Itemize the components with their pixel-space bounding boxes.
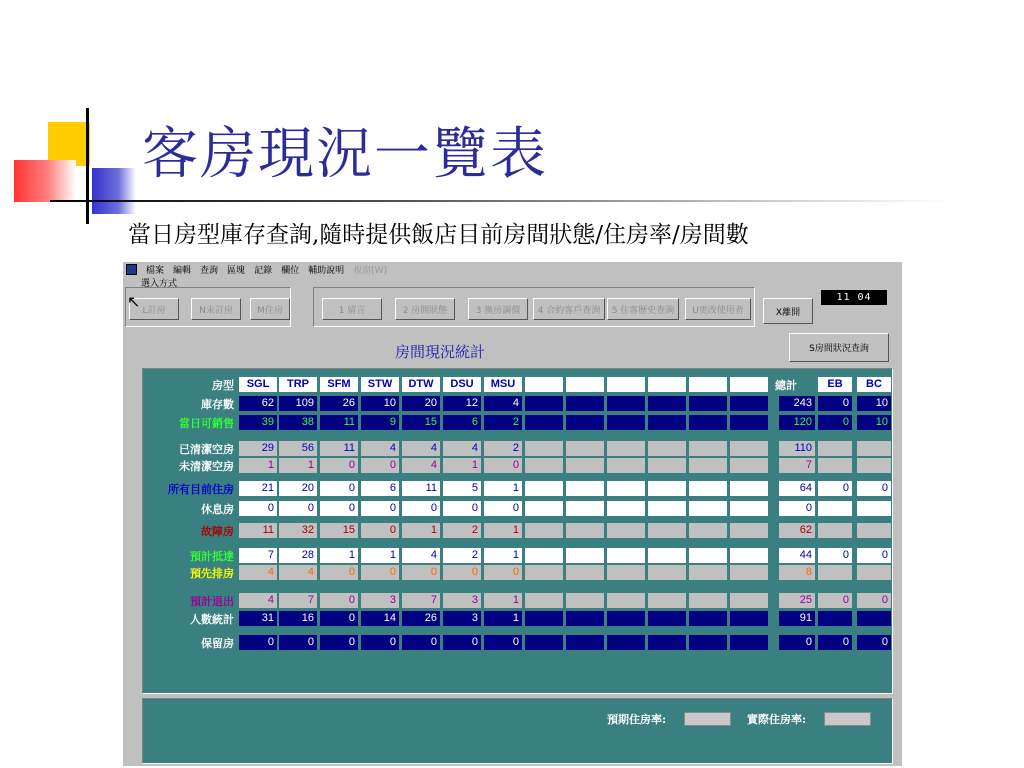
slide-subtitle: 當日房型庫存查詢,隨時提供飯店目前房間狀態/住房率/房間數 xyxy=(128,222,749,248)
row-label: 預計抵達 xyxy=(190,550,234,563)
total-cell: 7 xyxy=(779,458,815,473)
room-type-header xyxy=(689,377,727,392)
table-cell: 1 xyxy=(361,548,399,563)
total-cell: 62 xyxy=(779,523,815,538)
extra-cell: 0 xyxy=(818,548,852,563)
room-type-header xyxy=(525,377,563,392)
occupancy-panel xyxy=(142,698,893,764)
extra-cell xyxy=(818,458,852,473)
extra-cell xyxy=(818,523,852,538)
table-cell xyxy=(730,501,768,516)
table-cell: 32 xyxy=(279,523,317,538)
extra-cell xyxy=(857,441,891,456)
menu-block[interactable]: 區塊 xyxy=(227,265,246,276)
actual-occupancy-field xyxy=(824,712,871,726)
table-cell xyxy=(648,565,686,580)
table-cell: 11 xyxy=(320,441,358,456)
room-change-button[interactable]: 3 換房調價 xyxy=(468,298,528,320)
menu-file[interactable]: 檔案 xyxy=(146,265,165,276)
table-cell: 14 xyxy=(361,611,399,626)
table-cell xyxy=(689,415,727,430)
change-user-button[interactable]: U更改使用者 xyxy=(685,298,751,320)
exit-button[interactable]: X離開 xyxy=(763,298,813,324)
table-cell xyxy=(648,593,686,608)
total-header: 總計 xyxy=(775,379,797,392)
table-cell: 1 xyxy=(320,548,358,563)
table-cell: 15 xyxy=(320,523,358,538)
table-cell: 1 xyxy=(239,458,277,473)
table-cell: 1 xyxy=(279,458,317,473)
table-cell: 0 xyxy=(443,501,481,516)
table-cell xyxy=(648,635,686,650)
table-cell: 0 xyxy=(361,458,399,473)
table-cell xyxy=(525,458,563,473)
table-cell: 2 xyxy=(484,415,522,430)
table-cell xyxy=(730,548,768,563)
table-cell xyxy=(648,548,686,563)
table-cell xyxy=(525,441,563,456)
deco-vertical-line xyxy=(86,108,89,224)
room-type-header: SFM xyxy=(320,377,358,392)
table-cell: 1 xyxy=(443,458,481,473)
total-cell: 8 xyxy=(779,565,815,580)
table-cell: 4 xyxy=(484,396,522,411)
table-cell: 1 xyxy=(484,611,522,626)
table-cell: 0 xyxy=(320,458,358,473)
table-cell xyxy=(566,441,604,456)
contract-customer-button[interactable]: 4 合約客戶查詢 xyxy=(533,298,605,320)
entry-mode-label: 選入方式 xyxy=(141,279,178,289)
table-cell: 4 xyxy=(443,441,481,456)
row-label: 休息房 xyxy=(201,503,234,516)
room-type-header: SGL xyxy=(239,377,277,392)
table-cell xyxy=(566,565,604,580)
app-window xyxy=(123,262,902,766)
table-cell xyxy=(566,481,604,496)
table-cell xyxy=(607,523,645,538)
table-cell xyxy=(648,481,686,496)
table-cell: 0 xyxy=(361,635,399,650)
extra-cell: 10 xyxy=(857,415,891,430)
reserve-button[interactable]: L訂房 xyxy=(129,298,179,320)
extra-cell: 0 xyxy=(857,548,891,563)
total-cell: 44 xyxy=(779,548,815,563)
extra-cell xyxy=(857,523,891,538)
room-status-query-button[interactable]: S房間狀況查詢 xyxy=(789,333,889,362)
room-type-header xyxy=(730,377,768,392)
table-cell xyxy=(689,458,727,473)
room-type-header xyxy=(648,377,686,392)
table-cell xyxy=(730,458,768,473)
total-cell: 243 xyxy=(779,396,815,411)
table-cell: 4 xyxy=(239,565,277,580)
table-cell xyxy=(566,396,604,411)
table-cell xyxy=(730,635,768,650)
table-cell: 4 xyxy=(239,593,277,608)
table-cell xyxy=(648,441,686,456)
table-cell xyxy=(525,635,563,650)
table-cell xyxy=(648,458,686,473)
deco-horizontal-line xyxy=(50,200,950,202)
room-type-header: DSU xyxy=(443,377,481,392)
table-cell xyxy=(689,396,727,411)
clock-display: 11 04 xyxy=(821,290,887,305)
table-cell: 12 xyxy=(443,396,481,411)
table-cell xyxy=(607,458,645,473)
extra-cell: 0 xyxy=(818,593,852,608)
table-cell xyxy=(730,396,768,411)
table-cell: 0 xyxy=(320,635,358,650)
total-cell: 0 xyxy=(779,635,815,650)
table-cell xyxy=(730,565,768,580)
table-cell: 2 xyxy=(484,441,522,456)
table-cell xyxy=(566,593,604,608)
table-cell xyxy=(525,523,563,538)
table-cell xyxy=(730,441,768,456)
total-cell: 25 xyxy=(779,593,815,608)
table-cell xyxy=(607,441,645,456)
extra-cell: 0 xyxy=(857,593,891,608)
table-cell xyxy=(689,523,727,538)
table-cell: 0 xyxy=(239,635,277,650)
total-cell: 91 xyxy=(779,611,815,626)
table-cell: 0 xyxy=(402,501,440,516)
table-cell: 7 xyxy=(402,593,440,608)
table-cell xyxy=(607,396,645,411)
extra-cell xyxy=(818,501,852,516)
table-cell: 4 xyxy=(402,441,440,456)
expected-occupancy-field xyxy=(684,712,731,726)
table-cell xyxy=(689,481,727,496)
room-type-header: DTW xyxy=(402,377,440,392)
table-cell xyxy=(525,396,563,411)
extra-header: EB xyxy=(818,377,852,392)
table-cell xyxy=(689,565,727,580)
table-cell: 0 xyxy=(402,635,440,650)
row-label: 已清潔空房 xyxy=(179,443,234,456)
table-cell xyxy=(525,501,563,516)
table-cell xyxy=(730,481,768,496)
table-cell: 39 xyxy=(239,415,277,430)
table-cell: 0 xyxy=(484,458,522,473)
table-cell: 26 xyxy=(320,396,358,411)
menu-help[interactable]: 輔助說明 xyxy=(308,265,345,276)
table-cell xyxy=(648,523,686,538)
table-cell: 0 xyxy=(279,501,317,516)
expected-occupancy-label: 預期住房率: xyxy=(607,713,667,726)
menu-query[interactable]: 查詢 xyxy=(200,265,219,276)
total-cell: 110 xyxy=(779,441,815,456)
table-cell: 0 xyxy=(402,565,440,580)
table-cell xyxy=(730,593,768,608)
table-cell: 7 xyxy=(239,548,277,563)
table-cell: 0 xyxy=(239,501,277,516)
table-cell: 15 xyxy=(402,415,440,430)
extra-cell xyxy=(857,611,891,626)
app-icon xyxy=(126,264,137,275)
table-cell xyxy=(607,501,645,516)
table-cell xyxy=(525,593,563,608)
row-label: 所有目前住房 xyxy=(168,483,234,496)
unreserved-button[interactable]: N未訂房 xyxy=(191,298,241,320)
table-cell xyxy=(648,501,686,516)
table-cell: 38 xyxy=(279,415,317,430)
table-cell xyxy=(689,635,727,650)
table-cell xyxy=(607,611,645,626)
table-cell: 0 xyxy=(484,565,522,580)
table-cell: 1 xyxy=(402,523,440,538)
extra-cell: 0 xyxy=(857,481,891,496)
table-cell: 3 xyxy=(443,593,481,608)
table-cell: 11 xyxy=(402,481,440,496)
table-cell: 4 xyxy=(402,458,440,473)
table-cell xyxy=(607,415,645,430)
table-cell: 0 xyxy=(320,565,358,580)
table-cell: 16 xyxy=(279,611,317,626)
table-cell: 0 xyxy=(279,635,317,650)
room-type-header xyxy=(607,377,645,392)
menu-edit[interactable]: 編輯 xyxy=(173,265,192,276)
table-cell xyxy=(689,548,727,563)
table-cell: 1 xyxy=(484,523,522,538)
extra-cell: 0 xyxy=(818,415,852,430)
table-cell xyxy=(525,565,563,580)
mouse-cursor-icon: ↖ xyxy=(127,292,141,311)
stats-title: 房間現況統計 xyxy=(395,343,486,361)
table-cell: 6 xyxy=(443,415,481,430)
table-cell: 0 xyxy=(484,501,522,516)
total-cell: 0 xyxy=(779,501,815,516)
table-cell xyxy=(730,415,768,430)
extra-cell: 0 xyxy=(857,635,891,650)
row-label: 未清潔空房 xyxy=(179,460,234,473)
table-cell xyxy=(525,481,563,496)
extra-cell xyxy=(818,565,852,580)
table-cell: 5 xyxy=(443,481,481,496)
extra-cell xyxy=(857,501,891,516)
table-cell xyxy=(607,593,645,608)
table-cell xyxy=(607,481,645,496)
table-cell: 11 xyxy=(239,523,277,538)
table-cell xyxy=(648,415,686,430)
room-type-header: STW xyxy=(361,377,399,392)
total-cell: 64 xyxy=(779,481,815,496)
table-cell: 0 xyxy=(320,611,358,626)
table-cell: 26 xyxy=(402,611,440,626)
room-type-header: MSU xyxy=(484,377,522,392)
table-cell xyxy=(525,548,563,563)
table-cell: 0 xyxy=(361,523,399,538)
table-cell xyxy=(730,611,768,626)
table-cell: 3 xyxy=(361,593,399,608)
table-cell xyxy=(689,501,727,516)
table-cell: 6 xyxy=(361,481,399,496)
row-label: 預先排房 xyxy=(190,567,234,580)
table-cell: 2 xyxy=(443,523,481,538)
extra-cell: 0 xyxy=(818,635,852,650)
table-cell: 62 xyxy=(239,396,277,411)
extra-cell xyxy=(857,458,891,473)
table-cell: 10 xyxy=(361,396,399,411)
extra-header: BC xyxy=(857,377,891,392)
guest-history-button[interactable]: 5 住客歷史查詢 xyxy=(607,298,679,320)
table-cell: 31 xyxy=(239,611,277,626)
table-cell: 4 xyxy=(361,441,399,456)
menu-window[interactable]: 視窗[W] xyxy=(353,265,388,276)
table-cell xyxy=(648,611,686,626)
table-cell: 0 xyxy=(361,565,399,580)
table-cell: 1 xyxy=(484,548,522,563)
row-label: 人數統計 xyxy=(190,613,234,626)
room-type-header xyxy=(566,377,604,392)
message-button[interactable]: 1 留言 xyxy=(322,298,382,320)
menu-bar xyxy=(123,262,902,276)
table-cell: 4 xyxy=(279,565,317,580)
menu-record[interactable]: 記錄 xyxy=(254,265,273,276)
table-cell xyxy=(566,415,604,430)
table-cell xyxy=(689,611,727,626)
table-cell: 3 xyxy=(443,611,481,626)
table-cell xyxy=(689,593,727,608)
table-cell: 109 xyxy=(279,396,317,411)
table-cell: 0 xyxy=(361,501,399,516)
room-type-header: TRP xyxy=(279,377,317,392)
table-cell: 56 xyxy=(279,441,317,456)
table-cell: 1 xyxy=(484,593,522,608)
table-cell xyxy=(566,548,604,563)
table-cell: 29 xyxy=(239,441,277,456)
row-label: 庫存數 xyxy=(201,398,234,411)
checkin-button[interactable]: M住房 xyxy=(250,298,290,320)
table-cell xyxy=(566,611,604,626)
table-cell: 0 xyxy=(320,501,358,516)
table-cell: 11 xyxy=(320,415,358,430)
table-cell xyxy=(730,523,768,538)
table-cell: 0 xyxy=(443,635,481,650)
table-cell: 9 xyxy=(361,415,399,430)
extra-cell: 0 xyxy=(818,481,852,496)
deco-red-bar xyxy=(14,160,76,202)
row-label: 故障房 xyxy=(201,525,234,538)
extra-cell xyxy=(818,611,852,626)
table-cell xyxy=(566,501,604,516)
table-cell xyxy=(566,458,604,473)
table-cell xyxy=(525,415,563,430)
total-cell: 120 xyxy=(779,415,815,430)
table-cell xyxy=(607,548,645,563)
table-cell: 20 xyxy=(279,481,317,496)
table-cell: 0 xyxy=(320,481,358,496)
row-label: 預計退出 xyxy=(190,595,234,608)
table-cell: 1 xyxy=(484,481,522,496)
table-cell xyxy=(607,635,645,650)
table-cell: 28 xyxy=(279,548,317,563)
extra-cell xyxy=(818,441,852,456)
table-cell: 0 xyxy=(320,593,358,608)
table-cell: 7 xyxy=(279,593,317,608)
table-cell xyxy=(566,635,604,650)
table-cell: 4 xyxy=(402,548,440,563)
table-cell xyxy=(689,441,727,456)
table-cell: 20 xyxy=(402,396,440,411)
table-cell: 0 xyxy=(484,635,522,650)
extra-cell: 0 xyxy=(818,396,852,411)
room-type-label: 房型 xyxy=(212,379,234,392)
table-cell: 2 xyxy=(443,548,481,563)
table-cell xyxy=(648,396,686,411)
stats-panel xyxy=(142,368,893,694)
room-status-button[interactable]: 2 房間狀態 xyxy=(395,298,455,320)
extra-cell xyxy=(857,565,891,580)
deco-blue-square xyxy=(92,168,136,214)
table-cell xyxy=(607,565,645,580)
table-cell: 0 xyxy=(443,565,481,580)
table-cell xyxy=(525,611,563,626)
menu-field[interactable]: 欄位 xyxy=(281,265,300,276)
slide-title: 客房現況一覽表 xyxy=(142,122,548,187)
row-label: 保留房 xyxy=(201,637,234,650)
actual-occupancy-label: 實際住房率: xyxy=(747,713,807,726)
extra-cell: 10 xyxy=(857,396,891,411)
table-cell: 21 xyxy=(239,481,277,496)
table-cell xyxy=(566,523,604,538)
row-label: 當日可銷售 xyxy=(179,417,234,430)
